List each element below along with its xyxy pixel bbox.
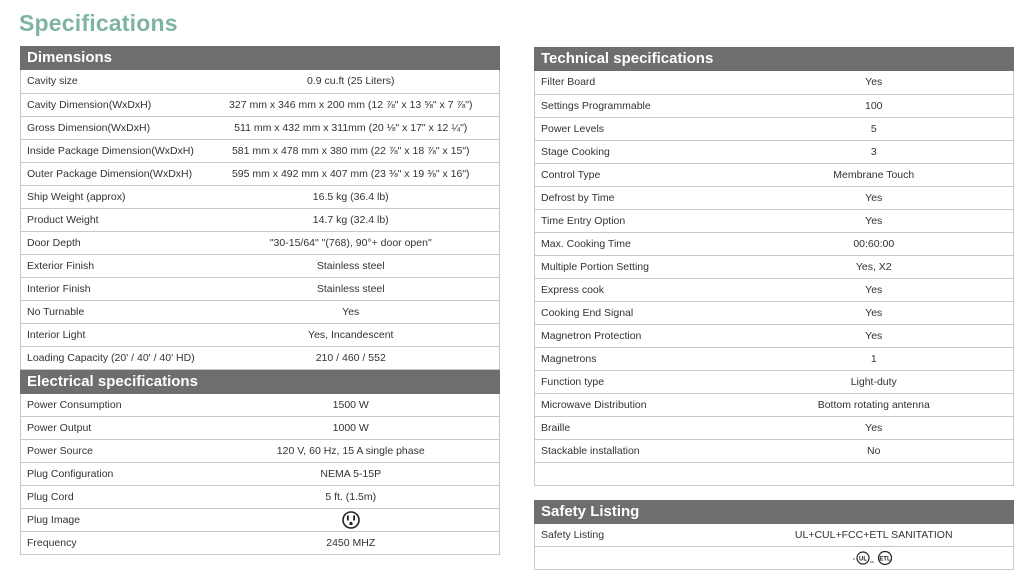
spec-value (735, 547, 1014, 570)
electrical-heading: Electrical specifications (20, 370, 500, 394)
table-row (21, 346, 500, 369)
right-column (534, 47, 1014, 570)
spec-value: 100 (735, 94, 1014, 117)
table-row (21, 532, 500, 555)
spec-label: Time Entry Option (535, 209, 735, 232)
table-row (21, 93, 500, 116)
spec-label: Filter Board (535, 71, 735, 94)
spec-value: Yes (203, 300, 500, 323)
table-row (535, 416, 1014, 439)
svg-text:c: c (853, 556, 855, 561)
spec-value: Stainless steel (203, 254, 500, 277)
spec-label: Interior Light (21, 323, 203, 346)
table-row (21, 116, 500, 139)
svg-text:ETL: ETL (879, 556, 891, 562)
spec-value: 0.9 cu.ft (25 Liters) (203, 70, 500, 93)
spec-label: Power Source (21, 440, 203, 463)
table-row (535, 163, 1014, 186)
spec-label: Gross Dimension(WxDxH) (21, 116, 203, 139)
spec-label: Power Consumption (21, 394, 203, 417)
spec-value: Membrane Touch (735, 163, 1014, 186)
table-row (21, 254, 500, 277)
technical-table (534, 71, 1014, 463)
spec-value: 16.5 kg (36.4 lb) (203, 185, 500, 208)
table-row (535, 209, 1014, 232)
table-row (21, 394, 500, 417)
spec-label: Frequency (21, 532, 203, 555)
spec-value: 327 mm x 346 mm x 200 mm (12 ⅞" x 13 ⅝" x 7 ⅞") (203, 93, 500, 116)
spec-value: 1 (735, 347, 1014, 370)
table-row (21, 509, 500, 532)
spec-label: Express cook (535, 278, 735, 301)
spec-value: Yes, X2 (735, 255, 1014, 278)
spec-label: No Turnable (21, 300, 203, 323)
table-row (21, 208, 500, 231)
svg-text:us: us (870, 560, 874, 564)
spec-value: 581 mm x 478 mm x 380 mm (22 ⅞" x 18 ⅞" x 15") (203, 139, 500, 162)
spec-label: Microwave Distribution (535, 393, 735, 416)
table-row (21, 162, 500, 185)
table-row (21, 417, 500, 440)
spec-value: Yes (735, 324, 1014, 347)
spec-value: 5 ft. (1.5m) (203, 486, 500, 509)
table-row (21, 323, 500, 346)
spec-label: Braille (535, 416, 735, 439)
spec-value: Light-duty (735, 370, 1014, 393)
spec-label: Max. Cooking Time (535, 232, 735, 255)
spec-label: Settings Programmable (535, 94, 735, 117)
table-row (535, 393, 1014, 416)
table-row (535, 278, 1014, 301)
table-row (535, 117, 1014, 140)
spec-label: Stage Cooking (535, 140, 735, 163)
table-row (535, 186, 1014, 209)
spec-value: Yes (735, 71, 1014, 94)
spec-label: Stackable installation (535, 439, 735, 462)
safety-heading: Safety Listing (534, 500, 1014, 524)
table-row (535, 547, 1014, 570)
spec-label: Plug Configuration (21, 463, 203, 486)
spec-value: 120 V, 60 Hz, 15 A single phase (203, 440, 500, 463)
spec-value: UL+CUL+FCC+ETL SANITATION (735, 524, 1014, 547)
page-title: Specifications (19, 10, 178, 37)
spec-value: Yes, Incandescent (203, 323, 500, 346)
table-row (21, 463, 500, 486)
table-row (21, 185, 500, 208)
spec-value: "30-15/64" "(768), 90°+ door open" (203, 231, 500, 254)
table-row (21, 300, 500, 323)
table-row (21, 277, 500, 300)
table-row (535, 94, 1014, 117)
empty-row (534, 463, 1014, 486)
table-row (535, 370, 1014, 393)
left-column (20, 46, 500, 555)
table-row (535, 347, 1014, 370)
spec-label: Cavity size (21, 70, 203, 93)
table-row (535, 71, 1014, 94)
spec-value (203, 509, 500, 532)
table-row (535, 140, 1014, 163)
table-row (535, 301, 1014, 324)
table-row (21, 139, 500, 162)
table-row (535, 232, 1014, 255)
spec-label: Plug Cord (21, 486, 203, 509)
spec-label: Outer Package Dimension(WxDxH) (21, 162, 203, 185)
spec-label: Defrost by Time (535, 186, 735, 209)
section-gap (534, 486, 1014, 500)
spec-label: Magnetron Protection (535, 324, 735, 347)
spec-value: NEMA 5-15P (203, 463, 500, 486)
spec-value: 14.7 kg (32.4 lb) (203, 208, 500, 231)
spec-value: 5 (735, 117, 1014, 140)
table-row (535, 439, 1014, 462)
spec-value: Bottom rotating antenna (735, 393, 1014, 416)
safety-table (534, 524, 1014, 570)
spec-label: Power Levels (535, 117, 735, 140)
spec-label: Loading Capacity (20' / 40' / 40' HD) (21, 346, 203, 369)
table-row (535, 324, 1014, 347)
dimensions-heading: Dimensions (20, 46, 500, 70)
spec-label: Multiple Portion Setting (535, 255, 735, 278)
spec-label: Safety Listing (535, 524, 735, 547)
spec-label: Interior Finish (21, 277, 203, 300)
spec-value: 210 / 460 / 552 (203, 346, 500, 369)
spec-value: 3 (735, 140, 1014, 163)
spec-value: Stainless steel (203, 277, 500, 300)
spec-value: No (735, 439, 1014, 462)
spec-label: Inside Package Dimension(WxDxH) (21, 139, 203, 162)
spec-value: 2450 MHZ (203, 532, 500, 555)
spec-label: Cooking End Signal (535, 301, 735, 324)
spec-label: Exterior Finish (21, 254, 203, 277)
svg-text:UL: UL (859, 556, 867, 562)
spec-label (535, 547, 735, 570)
table-row (535, 524, 1014, 547)
spec-value: Yes (735, 278, 1014, 301)
table-row (21, 440, 500, 463)
table-row (21, 231, 500, 254)
technical-heading: Technical specifications (534, 47, 1014, 71)
table-row (21, 486, 500, 509)
spec-label: Control Type (535, 163, 735, 186)
spec-value: Yes (735, 301, 1014, 324)
spec-label: Magnetrons (535, 347, 735, 370)
table-row (535, 255, 1014, 278)
spec-value: 00:60:00 (735, 232, 1014, 255)
spec-value: 595 mm x 492 mm x 407 mm (23 ⅜" x 19 ⅜" x 16") (203, 162, 500, 185)
spec-label: Function type (535, 370, 735, 393)
spec-label: Product Weight (21, 208, 203, 231)
ul-etl-certification-icon (850, 550, 898, 566)
spec-value: 511 mm x 432 mm x 311mm (20 ⅛" x 17" x 12 ¼") (203, 116, 500, 139)
spec-label: Power Output (21, 417, 203, 440)
spec-value: 1000 W (203, 417, 500, 440)
spec-value: Yes (735, 209, 1014, 232)
spec-label: Plug Image (21, 509, 203, 532)
spec-label: Cavity Dimension(WxDxH) (21, 93, 203, 116)
spec-value: 1500 W (203, 394, 500, 417)
spec-label: Ship Weight (approx) (21, 185, 203, 208)
spec-label: Door Depth (21, 231, 203, 254)
spec-value: Yes (735, 416, 1014, 439)
spec-value: Yes (735, 186, 1014, 209)
outlet-icon (342, 511, 360, 529)
table-row (21, 70, 500, 93)
dimensions-table (20, 70, 500, 370)
electrical-table (20, 394, 500, 556)
